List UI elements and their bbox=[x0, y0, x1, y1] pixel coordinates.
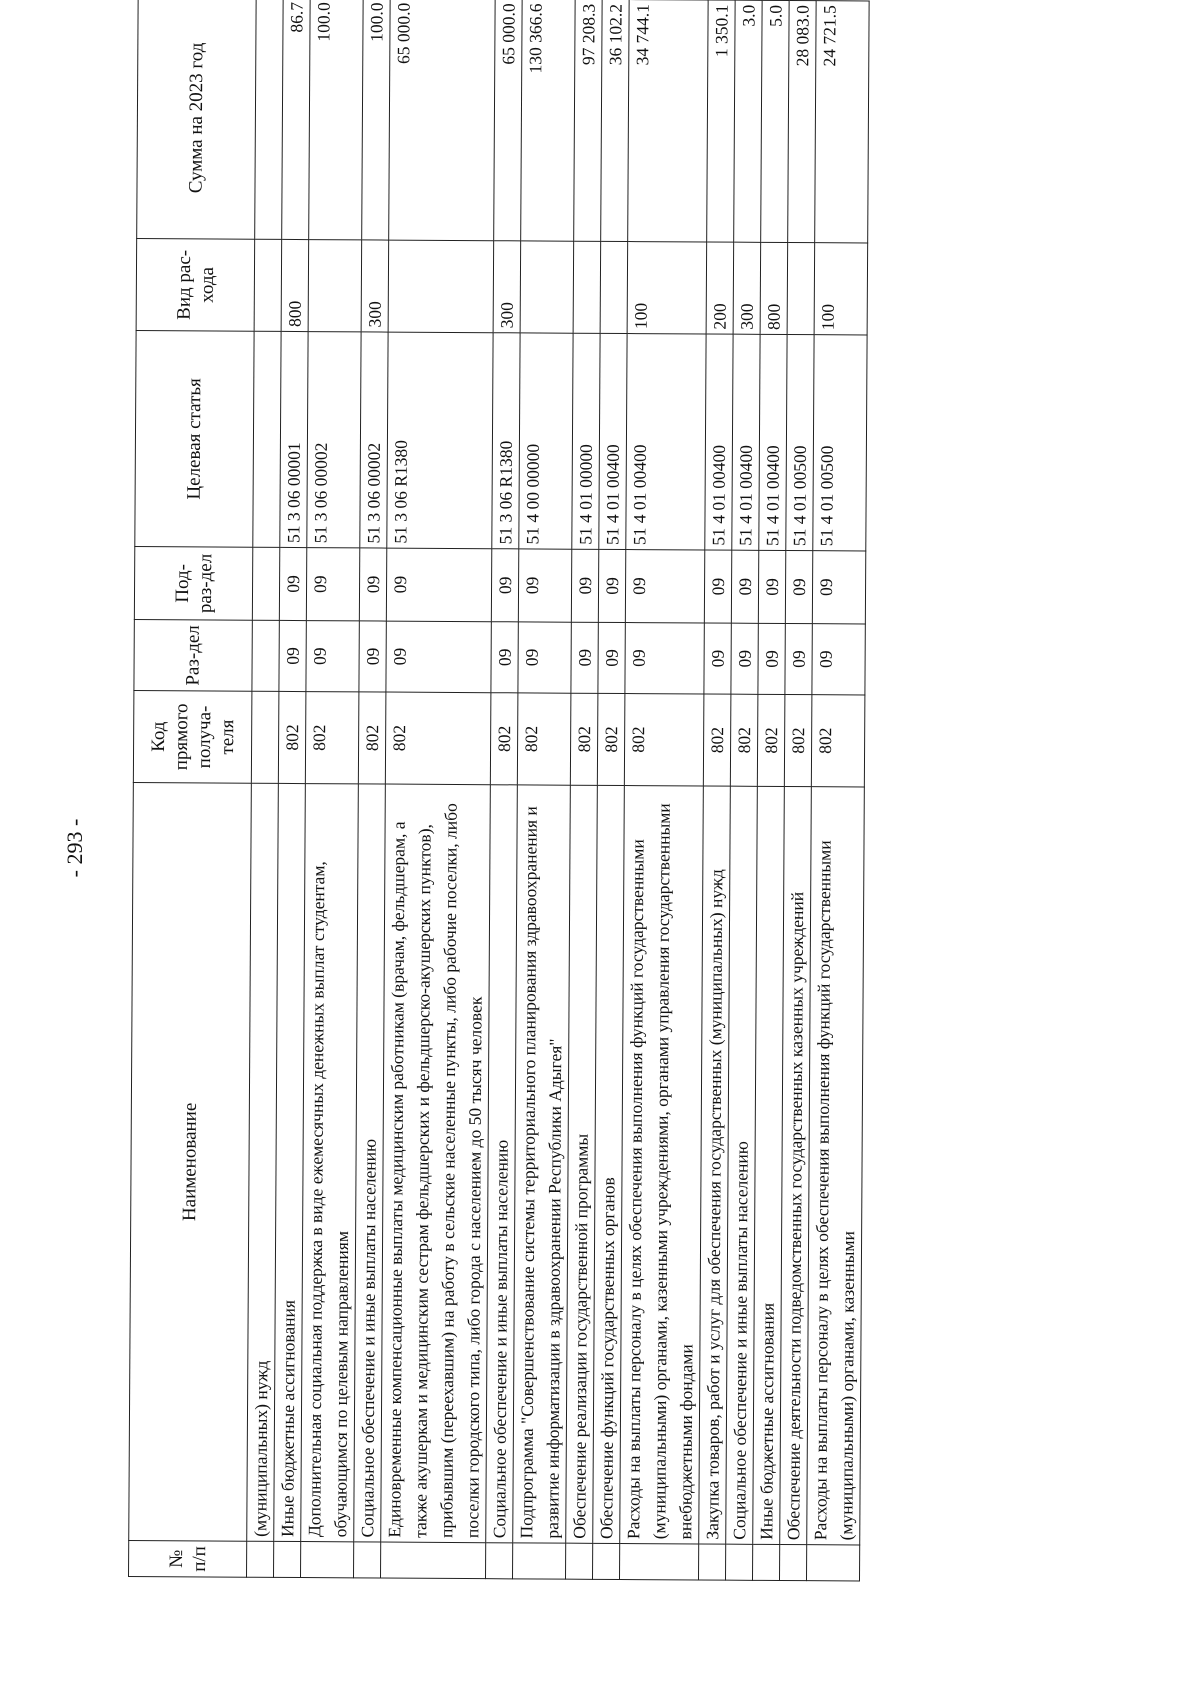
cell-target-article: 51 3 06 00002 bbox=[307, 332, 361, 548]
cell-target-article: 51 4 01 00500 bbox=[786, 335, 814, 551]
cell-name: Дополнительная социальная поддержка в виде ежемесячных денежных выплат студентам, обучающимся по целевым направлениям bbox=[301, 784, 359, 1542]
cell-num bbox=[300, 1542, 353, 1578]
cell-subsection: 09 bbox=[704, 550, 731, 623]
cell-section: 09 bbox=[279, 620, 306, 691]
cell-section: 09 bbox=[598, 622, 625, 693]
cell-sum: 130 366.6 bbox=[521, 0, 575, 241]
cell-name: Социальное обеспечение и иные выплаты населению bbox=[354, 784, 386, 1542]
cell-owner-code: 802 bbox=[517, 693, 571, 785]
cell-section: 09 bbox=[758, 623, 785, 694]
cell-subsection: 09 bbox=[785, 550, 812, 623]
cell-target-article: 51 4 01 00400 bbox=[599, 333, 627, 549]
table-row bbox=[806, 1, 869, 1581]
cell-sum: 24 721.5 bbox=[815, 1, 869, 243]
budget-table bbox=[128, 0, 870, 1581]
header-name: Наименование bbox=[129, 783, 252, 1542]
cell-num bbox=[380, 1542, 485, 1579]
cell-num bbox=[485, 1543, 512, 1579]
cell-target-article: 51 4 01 00400 bbox=[626, 334, 706, 550]
cell-owner-code: 802 bbox=[624, 694, 704, 786]
cell-name: Единовременные компенсационные выплаты медицинским работникам (врачам, фельдшерам, а также акушеркам и медицинским сестрам фельдшерских и фельдшерско-акушерских пунктов), прибывшим (переехавшим) на работу в сельские населенные пункты, либо рабочие поселки, либо поселки городского типа, либо города с населением до 50 тысяч человек bbox=[381, 784, 491, 1543]
cell-expense-type bbox=[388, 240, 494, 333]
cell-sum: 86.7 bbox=[282, 0, 310, 240]
cell-name: Расходы на выплаты персоналу в целях обеспечения выполнения функций государственными (муниципальными) органами, казенными bbox=[807, 787, 865, 1545]
cell-num bbox=[565, 1543, 592, 1579]
cell-subsection: 09 bbox=[359, 548, 386, 621]
cell-expense-type bbox=[308, 240, 362, 332]
header-section: Раз-дел bbox=[134, 620, 252, 692]
cell-owner-code: 802 bbox=[305, 692, 359, 784]
cell-subsection: 09 bbox=[758, 550, 785, 623]
cell-expense-type: 200 bbox=[706, 242, 734, 334]
cell-num bbox=[619, 1544, 698, 1580]
table-body bbox=[247, 0, 870, 1581]
cell-owner-code: 802 bbox=[597, 693, 625, 785]
cell-section: 09 bbox=[306, 621, 359, 692]
cell-subsection: 09 bbox=[812, 551, 865, 624]
header-num: № п/п bbox=[129, 1541, 247, 1578]
cell-section: 09 bbox=[386, 621, 491, 693]
table-row bbox=[300, 0, 363, 1578]
cell-subsection: 09 bbox=[598, 549, 625, 622]
cell-num bbox=[725, 1544, 752, 1580]
cell-expense-type bbox=[520, 241, 574, 333]
cell-target-article: 51 3 06 00001 bbox=[280, 331, 308, 547]
cell-num bbox=[274, 1541, 301, 1577]
cell-subsection: 09 bbox=[306, 548, 359, 621]
cell-expense-type: 300 bbox=[361, 240, 389, 332]
cell-owner-code: 802 bbox=[757, 694, 785, 786]
cell-expense-type: 800 bbox=[281, 239, 309, 331]
cell-owner-code: 802 bbox=[570, 693, 598, 785]
cell-sum: 1 350.1 bbox=[707, 0, 735, 242]
cell-owner-code: 802 bbox=[490, 693, 518, 785]
cell-section bbox=[252, 620, 279, 691]
cell-num bbox=[752, 1544, 779, 1580]
cell-expense-type bbox=[573, 241, 601, 333]
header-owner-code: Код прямого получа-теля bbox=[133, 691, 252, 784]
cell-section: 09 bbox=[571, 622, 598, 693]
cell-subsection: 09 bbox=[279, 547, 306, 620]
cell-name: Социальное обеспечение и иные выплаты населению bbox=[486, 785, 518, 1543]
cell-num bbox=[353, 1542, 380, 1578]
cell-owner-code: 802 bbox=[811, 695, 865, 787]
cell-section: 09 bbox=[625, 623, 704, 694]
cell-sum: 36 102.2 bbox=[601, 0, 629, 242]
cell-sum: 100.0 bbox=[362, 0, 390, 240]
cell-sum: 65 000.0 bbox=[389, 0, 495, 241]
cell-name: Иные бюджетные ассигнования bbox=[274, 783, 306, 1541]
cell-name: Закупка товаров, работ и услуг для обеспечения государственных (муниципальных) нужд bbox=[699, 786, 731, 1544]
cell-num bbox=[698, 1544, 725, 1580]
header-target-article: Целевая статья bbox=[135, 331, 254, 548]
cell-owner-code: 802 bbox=[385, 692, 491, 785]
page-number: - 293 - bbox=[62, 818, 87, 878]
cell-num bbox=[247, 1541, 274, 1577]
cell-target-article: 51 4 01 00400 bbox=[705, 334, 733, 550]
header-sum-2023: Сумма на 2023 год bbox=[137, 0, 256, 239]
cell-owner-code: 802 bbox=[730, 694, 758, 786]
cell-expense-type bbox=[600, 241, 628, 333]
cell-section: 09 bbox=[731, 623, 758, 694]
cell-num bbox=[512, 1543, 565, 1579]
table-row bbox=[619, 0, 708, 1580]
cell-expense-type: 300 bbox=[493, 241, 521, 333]
cell-name: Обеспечение реализации государственной программы bbox=[566, 785, 598, 1543]
cell-sum: 3.0 bbox=[734, 0, 762, 242]
cell-sum: 34 744.1 bbox=[628, 0, 708, 242]
cell-sum: 100.0 bbox=[309, 0, 363, 240]
cell-target-article: 51 4 01 00500 bbox=[813, 335, 867, 551]
cell-owner-code: 802 bbox=[703, 694, 731, 786]
cell-section: 09 bbox=[359, 621, 386, 692]
cell-target-article: 51 4 01 00400 bbox=[732, 334, 760, 550]
cell-name: (муниципальных) нужд bbox=[247, 783, 279, 1541]
cell-target-article: 51 3 06 R1380 bbox=[387, 332, 493, 549]
cell-sum bbox=[255, 0, 283, 239]
cell-owner-code: 802 bbox=[278, 691, 306, 783]
rotated-page-content bbox=[128, 0, 1058, 1583]
cell-target-article: 51 4 00 00000 bbox=[519, 333, 573, 549]
cell-owner-code: 802 bbox=[784, 694, 812, 786]
cell-section: 09 bbox=[491, 622, 518, 693]
header-expense-type: Вид рас-хода bbox=[136, 239, 255, 332]
cell-owner-code bbox=[251, 691, 279, 783]
cell-name: Обеспечение функций государственных органов bbox=[593, 785, 625, 1543]
cell-sum: 28 083.0 bbox=[788, 1, 816, 243]
cell-subsection: 09 bbox=[571, 549, 598, 622]
table-header bbox=[129, 0, 257, 1577]
cell-expense-type: 100 bbox=[627, 242, 707, 334]
table-row bbox=[380, 0, 495, 1579]
cell-num bbox=[779, 1544, 806, 1580]
cell-subsection bbox=[252, 547, 279, 620]
cell-section: 09 bbox=[518, 622, 571, 693]
cell-subsection: 09 bbox=[386, 548, 491, 622]
cell-name: Обеспечение деятельности подведомственных государственных казенных учреждений bbox=[780, 786, 812, 1544]
cell-expense-type: 300 bbox=[733, 242, 761, 334]
cell-sum: 5.0 bbox=[761, 0, 789, 242]
cell-name: Социальное обеспечение и иные выплаты населению bbox=[726, 786, 758, 1544]
header-subsection: Под-раз-дел bbox=[134, 547, 252, 621]
cell-num bbox=[592, 1543, 619, 1579]
cell-target-article: 51 3 06 00002 bbox=[360, 332, 388, 548]
cell-target-article: 51 4 01 00400 bbox=[759, 334, 787, 550]
cell-num bbox=[806, 1545, 859, 1581]
cell-sum: 65 000.0 bbox=[494, 0, 522, 241]
cell-expense-type bbox=[787, 243, 815, 335]
cell-expense-type bbox=[254, 239, 282, 331]
cell-section: 09 bbox=[785, 623, 812, 694]
cell-name: Иные бюджетные ассигнования bbox=[753, 786, 785, 1544]
cell-section: 09 bbox=[704, 623, 731, 694]
cell-target-article: 51 3 06 R1380 bbox=[492, 333, 520, 549]
cell-expense-type: 100 bbox=[814, 243, 868, 335]
cell-sum: 97 208.3 bbox=[574, 0, 602, 241]
cell-section: 09 bbox=[812, 624, 865, 695]
cell-target-article bbox=[253, 331, 281, 547]
cell-subsection: 09 bbox=[731, 550, 758, 623]
cell-subsection: 09 bbox=[518, 549, 571, 622]
cell-subsection: 09 bbox=[625, 550, 704, 623]
cell-subsection: 09 bbox=[491, 549, 518, 622]
cell-name: Подпрограмма "Совершенствование системы территориального планирования здравоохранения и развитие информатизации в здравоохранении Республики Адыгея" bbox=[513, 785, 571, 1543]
cell-name: Расходы на выплаты персоналу в целях обеспечения выполнения функций государственными (муниципальными) органами, казенными учреждениями, органами управления государственными внебюджетными фондами bbox=[620, 786, 704, 1544]
cell-expense-type: 800 bbox=[760, 242, 788, 334]
table-row bbox=[512, 0, 575, 1579]
cell-owner-code: 802 bbox=[358, 692, 386, 784]
cell-target-article: 51 4 01 00000 bbox=[572, 333, 600, 549]
